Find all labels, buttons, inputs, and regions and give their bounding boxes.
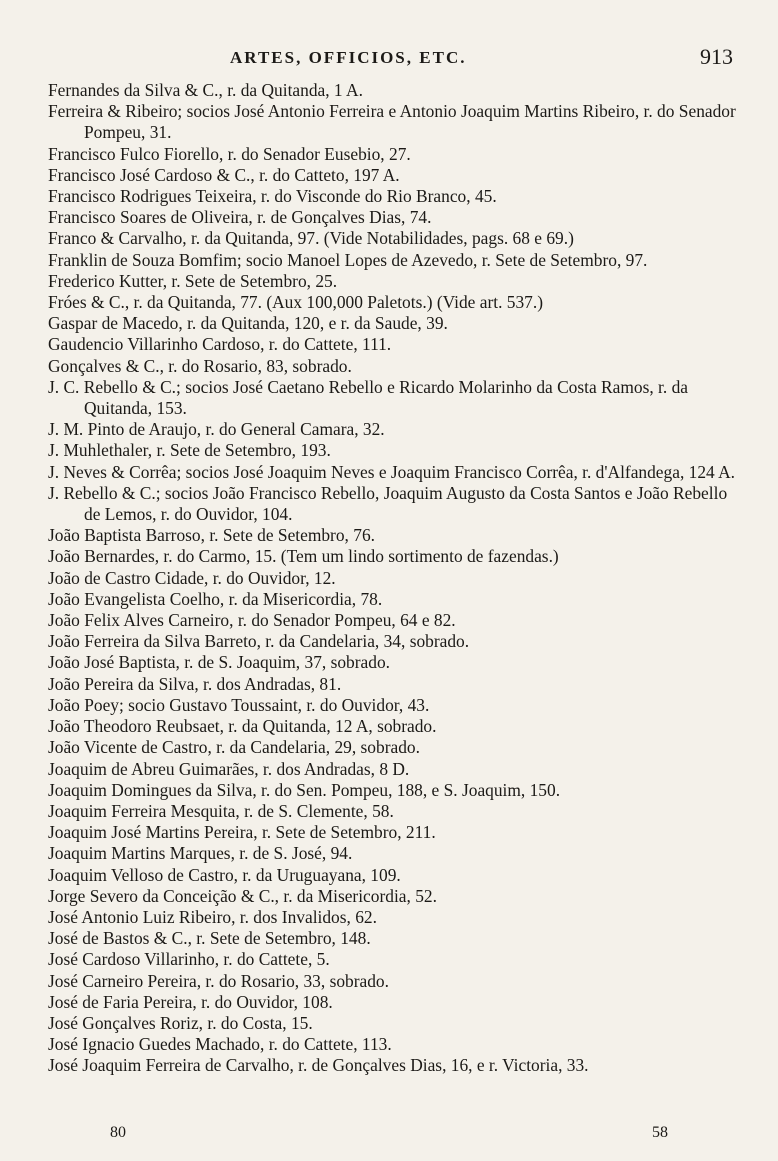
directory-entry: J. C. Rebello & C.; socios José Caetano Rebello e Ricardo Molarinho da Costa Ramos, r. da Quitanda, 153. xyxy=(48,376,688,419)
directory-entry: Gaudencio Villarinho Cardoso, r. do Cattete, 111. xyxy=(48,334,392,355)
directory-entry: João Baptista Barroso, r. Sete de Setembro, 76. xyxy=(48,525,375,546)
directory-entry: Franco & Carvalho, r. da Quitanda, 97. (Vide Notabilidades, pags. 68 e 69.) xyxy=(48,228,574,249)
directory-entry: Franklin de Souza Bomfim; socio Manoel Lopes de Azevedo, r. Sete de Setembro, 97. xyxy=(48,249,648,270)
directory-entry: Gaspar de Macedo, r. da Quitanda, 120, e r. da Saude, 39. xyxy=(48,313,448,334)
entry-list xyxy=(48,80,738,1077)
directory-entry: Fernandes da Silva & C., r. da Quitanda, 1 A. xyxy=(48,80,363,100)
directory-entry: José Gonçalves Roriz, r. do Costa, 15. xyxy=(48,1012,313,1033)
directory-entry: João Vicente de Castro, r. da Candelaria, 29, sobrado. xyxy=(48,737,420,758)
signature-mark-left: 80 xyxy=(110,1124,126,1141)
directory-entry: José Joaquim Ferreira de Carvalho, r. de Gonçalves Dias, 16, e r. Victoria, 33. xyxy=(48,1055,589,1076)
directory-entry: José de Bastos & C., r. Sete de Setembro, 148. xyxy=(48,928,371,949)
directory-entry: João Poey; socio Gustavo Toussaint, r. do Ouvidor, 43. xyxy=(48,694,430,715)
directory-entry: José Ignacio Guedes Machado, r. do Cattete, 113. xyxy=(48,1034,392,1055)
directory-entry: Frederico Kutter, r. Sete de Setembro, 25. xyxy=(48,270,338,291)
directory-entry: Joaquim José Martins Pereira, r. Sete de Setembro, 211. xyxy=(48,822,436,843)
directory-entry: João Pereira da Silva, r. dos Andradas, 81. xyxy=(48,673,342,694)
directory-entry: José de Faria Pereira, r. do Ouvidor, 108. xyxy=(48,991,333,1012)
directory-entry: Jorge Severo da Conceição & C., r. da Misericordia, 52. xyxy=(48,885,437,906)
directory-entry: J. Muhlethaler, r. Sete de Setembro, 193. xyxy=(48,440,331,461)
directory-entry: J. M. Pinto de Araujo, r. do General Camara, 32. xyxy=(48,419,385,440)
page-footer xyxy=(0,1124,778,1148)
directory-entry: Francisco Fulco Fiorello, r. do Senador Eusebio, 27. xyxy=(48,143,411,164)
directory-entry: Joaquim Domingues da Silva, r. do Sen. Pompeu, 188, e S. Joaquim, 150. xyxy=(48,779,561,800)
directory-entry: João Theodoro Reubsaet, r. da Quitanda, 12 A, sobrado. xyxy=(48,716,437,737)
directory-entry: Francisco José Cardoso & C., r. do Catteto, 197 A. xyxy=(48,164,400,185)
directory-entry: Joaquim Ferreira Mesquita, r. de S. Clemente, 58. xyxy=(48,800,394,821)
directory-entry: Ferreira & Ribeiro; socios José Antonio Ferreira e Antonio Joaquim Martins Ribeiro, r. do Senador Pompeu, 31. xyxy=(48,101,736,143)
page-header xyxy=(0,44,778,74)
directory-entry: João José Baptista, r. de S. Joaquim, 37, sobrado. xyxy=(48,652,390,673)
directory-entry: João de Castro Cidade, r. do Ouvidor, 12. xyxy=(48,567,336,588)
directory-entry: José Antonio Luiz Ribeiro, r. dos Invalidos, 62. xyxy=(48,906,377,927)
directory-entry: João Evangelista Coelho, r. da Misericordia, 78. xyxy=(48,588,383,609)
directory-entry: José Carneiro Pereira, r. do Rosario, 33, sobrado. xyxy=(48,970,389,991)
directory-entry: Fróes & C., r. da Quitanda, 77. (Aux 100,000 Paletots.) (Vide art. 537.) xyxy=(48,292,543,313)
directory-entry: João Bernardes, r. do Carmo, 15. (Tem um lindo sortimento de fazendas.) xyxy=(48,546,559,567)
directory-entry: Joaquim Velloso de Castro, r. da Uruguayana, 109. xyxy=(48,864,401,885)
directory-entry: Francisco Soares de Oliveira, r. de Gonçalves Dias, 74. xyxy=(48,207,432,228)
directory-entry: J. Neves & Corrêa; socios José Joaquim Neves e Joaquim Francisco Corrêa, r. d'Alfandega, 124 A. xyxy=(48,461,736,482)
directory-entry: João Ferreira da Silva Barreto, r. da Candelaria, 34, sobrado. xyxy=(48,631,470,652)
directory-entry: José Cardoso Villarinho, r. do Cattete, 5. xyxy=(48,949,330,970)
running-head: ARTES, OFFICIOS, ETC. xyxy=(230,48,467,67)
directory-entry: Francisco Rodrigues Teixeira, r. do Visconde do Rio Branco, 45. xyxy=(48,186,497,207)
directory-entry: Gonçalves & C., r. do Rosario, 83, sobrado. xyxy=(48,355,352,376)
page-number: 913 xyxy=(700,44,733,69)
directory-entry: Joaquim de Abreu Guimarães, r. dos Andradas, 8 D. xyxy=(48,758,410,779)
signature-mark-right: 58 xyxy=(652,1124,668,1141)
directory-entry: Joaquim Martins Marques, r. de S. José, 94. xyxy=(48,843,353,864)
directory-entry: João Felix Alves Carneiro, r. do Senador Pompeu, 64 e 82. xyxy=(48,610,456,631)
directory-entry: J. Rebello & C.; socios João Francisco Rebello, Joaquim Augusto da Costa Santos e João Rebello de Lemos, r. do Ouvidor, 104. xyxy=(48,482,728,525)
